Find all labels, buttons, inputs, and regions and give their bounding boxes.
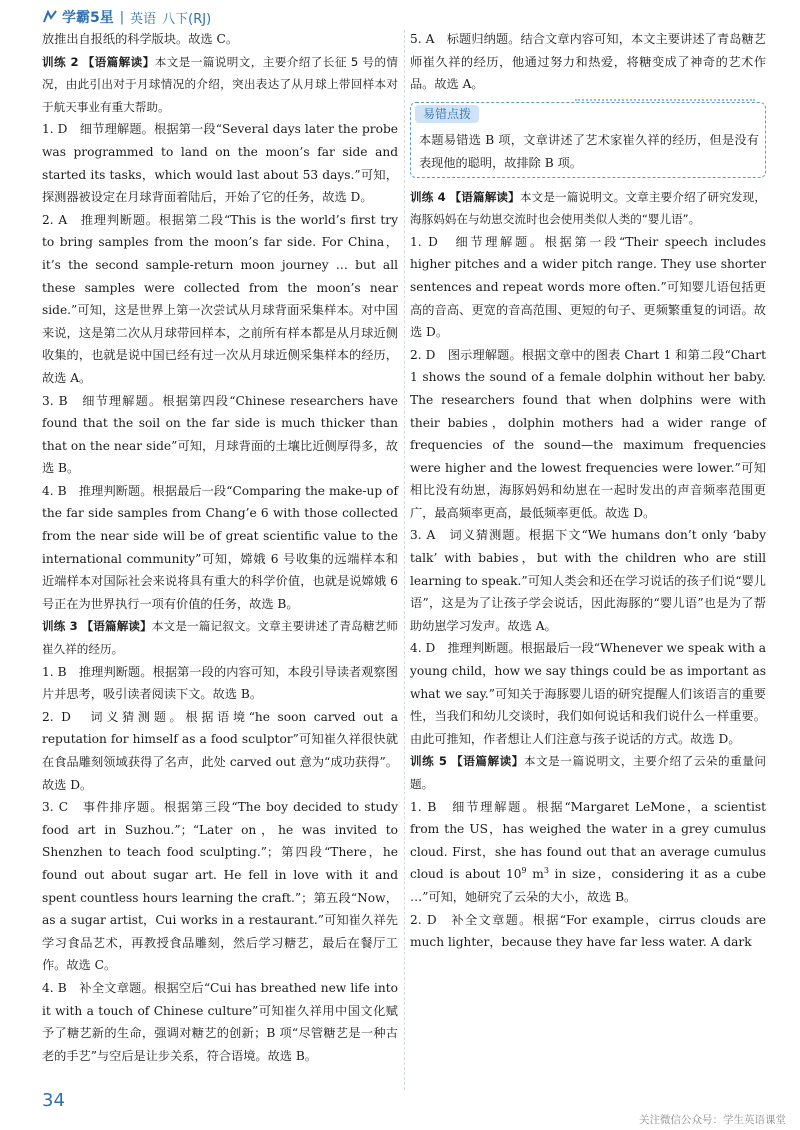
tip-body: 本题易错选 B 项，文章讲述了艺术家崔久祥的经历，但是没有表现他的聪明，故排除 B 项。 <box>419 133 759 170</box>
answer-item: 1. D 细节理解题。根据第一段“Several days later the probe was programmed to land on the moon’s far side and started its tasks，which would last about 53 days.”可知，探测器被设定在月球背面着陆后，开始了它的任务，故选 D。 <box>42 122 398 205</box>
answer-item: 4. B 补全文章题。根据空后“Cui has breathed new life into it with a touch of Chinese culture”可知崔久祥用中国文化赋予了糖艺新的生命，强调对糖艺的创新；B 项“尽管糖艺是一种古老的手艺”与空后是让步关系，符合语境。故选 B。 <box>42 980 398 1063</box>
answer-item: 2. D 图示理解题。根据文章中的图表 Chart 1 和第二段“Chart 1 shows the sound of a female dolphin without her baby. The researchers found that when dolphins were with their babies，dolphin mothers had a wider range of frequencies of the sound—the maximum frequencies were higher and the lowest frequencies were lower.”可知相比没有幼崽，海豚妈妈和幼崽在一起时发出的声音频率范围更广，最高频率更高，最低频率更低。故选 D。 <box>410 347 766 520</box>
left-column <box>42 28 398 1067</box>
page-header <box>42 6 211 28</box>
training-2-intro <box>42 51 398 119</box>
header-separator: | <box>119 9 125 25</box>
answer-text: in size，considering it as a cube …”可知，她研究了云朵的大小，故选 B。 <box>410 867 766 904</box>
training-summary: 本文是一篇说明文，主要介绍了云朵的重量问题。 <box>410 754 766 791</box>
header-grade: 八下(RJ) <box>162 11 212 27</box>
right-column <box>410 28 766 954</box>
answer-item: 3. A 词义猜测题。根据下文“We humans don’t only ‘baby talk’ with babies，but with the children who are still learning to speak.”可知人类会和还在学习说话的孩子们说“婴儿语”，这是为了让孩子学会说话，因此海豚的“婴儿语”也是为了帮助幼崽学习发声。故选 A。 <box>410 528 766 633</box>
answer-item: 2. D 补全文章题。根据“For example，cirrus clouds are much lighter，because they have far less water. A dark <box>410 912 766 950</box>
answer-text: m <box>526 867 544 882</box>
tip-title: 易错点拨 <box>415 105 479 123</box>
answer-item: 3. B 细节理解题。根据第四段“Chinese researchers have found that the soil on the far side is much thicker than that on the near side”可知，月球背面的土壤比近侧厚得多，故选 B。 <box>42 393 398 476</box>
training-label: 训练 5 <box>410 754 447 769</box>
exponent: 9 <box>521 866 527 876</box>
answer-item: 1. B 推理判断题。根据第一段的内容可知，本段引导读者观察图片并思考，吸引读者阅读下文。故选 B。 <box>42 664 398 702</box>
answer-item: 4. D 推理判断题。根据最后一段“Whenever we speak with a young child，how we say things could be as important as what we say.”可知关于海豚婴儿语的研究提醒人们该语言的重要性，当我们和幼儿交谈时，我们如何说话和我们说什么一样重要。由此可推知，作者想让人们注意与孩子说话的方式。故选 D。 <box>410 641 766 746</box>
training-5-intro <box>410 750 766 795</box>
brand-logo-icon <box>42 9 58 25</box>
reading-tag: 【语篇解读】 <box>81 619 152 634</box>
brand-name: 学霸5星 <box>62 10 114 26</box>
error-tip-box <box>410 102 766 178</box>
training-3-intro <box>42 615 398 660</box>
training-summary: 本文是一篇说明文，主要介绍了长征 5 号的情况，由此引出对于月球情况的介绍，突出表达了从月球上带回样本对于航天事业有重大帮助。 <box>42 54 399 114</box>
answer-item <box>410 796 766 909</box>
header-subject: 英语 <box>130 11 157 27</box>
answer-item: 2. A 推理判断题。根据第二段“This is the world’s first try to bring samples from the moon’s far side. For China，it’s the second sample-return moon journey … but all these samples were collected from the moon’s near side.”可知，这是世界上第一次尝试从月球背面采集样本。对中国来说，这是第二次从月球带回样本，之前所有样本都是从月球近侧收集的，也就是说中国已经有过一次从月球近侧采集样本的经历，故选 A。 <box>42 212 398 385</box>
answer-item: 5. A 标题归纳题。结合文章内容可知，本文主要讲述了青岛糖艺师崔久祥的经历，他通过努力和热爱，将糖变成了神奇的艺术作品。故选 A。 <box>410 32 766 92</box>
answer-item: 4. B 推理判断题。根据最后一段“Comparing the make-up of the far side samples from Chang’e 6 with those collected from the near side will be of great scientific value to the international community”可知，嫦娥 6 号收集的远端样本和近端样本对国际社会来说将具有重大的科学价值，也就是说嫦娥 6 号正在为世界执行一项有价值的任务，故选 B。 <box>42 483 398 611</box>
column-divider <box>404 30 405 1090</box>
tip-dotted-line <box>575 99 755 101</box>
reading-tag: 【语篇解读】 <box>82 54 155 69</box>
training-label: 训练 2 <box>42 54 79 69</box>
page-number: 34 <box>42 1090 65 1111</box>
training-summary: 本文是一篇说明文。文章主要介绍了研究发现，海豚妈妈在与幼崽交流时也会使用类似人类的“婴儿语”。 <box>410 189 766 227</box>
answer-item: 1. D 细节理解题。根据第一段“Their speech includes higher pitches and a wider pitch range. They use shorter sentences and repeat words more often.”可知婴儿语包括更高的音高、更宽的音高范围、更短的句子、更频繁重复的词语。故选 D。 <box>410 234 766 340</box>
reading-tag: 【语篇解读】 <box>451 754 524 769</box>
answer-item: 2. D 词义猜测题。根据语境“he soon carved out a reputation for himself as a food sculptor”可知崔久祥很快就在食品雕刻领域获得了名声，此处 carved out 意为“成功获得”。故选 D。 <box>42 709 398 792</box>
training-label: 训练 3 <box>42 619 78 634</box>
training-label: 训练 4 <box>410 189 446 204</box>
answer-item: 3. C 事件排序题。根据第三段“The boy decided to study food art in Suzhou.”；“Later on，he was invited to Shenzhen to teach food sculpting.”；第四段“There，he found out about sugar art. He fell in love with it and spent countless hours learning the craft.”；第五段“Now，as a sugar artist，Cui works in a restaurant.”可知崔久祥先学习食品艺术，再教授食品雕刻，然后学习糖艺，最后在餐厅工作。故选 C。 <box>42 800 398 973</box>
reading-tag: 【语篇解读】 <box>449 189 520 204</box>
training-summary: 本文是一篇记叙文。文章主要讲述了青岛糖艺师崔久祥的经历。 <box>42 619 398 657</box>
training-4-intro <box>410 186 766 231</box>
footer-note: 关注微信公众号：学生英语课堂 <box>639 1114 786 1126</box>
exponent: 3 <box>543 866 549 876</box>
paragraph: 放推出自报纸的科学版块。故选 C。 <box>42 32 239 46</box>
answer-text: 1. B 细节理解题。根据“Margaret LeMone，a scientist from the US，has weighed the water in a grey cumulus cloud. First，she has found out that an average cumulus cloud is about 10 <box>410 799 766 882</box>
